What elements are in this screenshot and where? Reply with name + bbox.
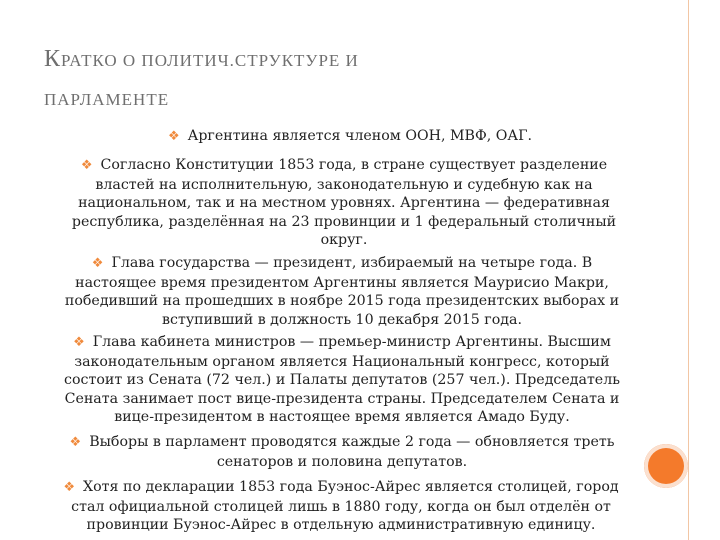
bullet-3 <box>62 254 622 329</box>
title-line1: РАТКО О ПОЛИТИЧ.СТРУКТУРЕ И <box>61 51 359 70</box>
bullet-5 <box>62 433 622 471</box>
bullet-3-text: Глава государства — президент, избираемый на четыре года. В настоящее время президентом Аргентины является Маурисио Макри, победивший на прошедших в ноябре 2015 года президентских выборах и вступивший в должность 10 декабря 2015 года. <box>64 255 620 328</box>
diamond-bullet-icon: ❖ <box>80 158 93 173</box>
bullet-1 <box>130 127 570 147</box>
bullet-2-text: Согласно Конституции 1853 года, в стране существует разделение властей на исполнительную, законодательную и судебную как на национальном, так и на местном уровнях. Аргентина — федеративная республика, разделённая на 23 провинции и 1 федеральный столичный округ. <box>71 157 617 249</box>
bullet-4-text: Глава кабинета министров — премьер-министр Аргентины. Высшим законодательным органом является Национальный конгресс, который состоит из Сената (72 чел.) и Палаты депутатов (257 чел.). Председатель Сената занимает пост вице-президента страны. Председателем Сената и вице-президентом в настоящее время является Амадо Буду. <box>64 334 620 426</box>
bullet-6-text: Хотя по декларации 1853 года Буэнос-Айрес является столицей, город стал официальной столицей лишь в 1880 году, когда он был отделён от провинции Буэнос-Айрес в отдельную административную единицу. <box>71 479 619 534</box>
diamond-bullet-icon: ❖ <box>63 480 76 495</box>
title-line2: ПАРЛАМЕНТЕ <box>44 90 170 109</box>
slide-title <box>44 40 644 120</box>
diamond-bullet-icon: ❖ <box>91 256 104 271</box>
bullet-4 <box>62 333 622 427</box>
bullet-2 <box>64 156 624 250</box>
diamond-bullet-icon: ❖ <box>73 335 85 350</box>
bullet-1-text: Аргентина является членом ООН, МВФ, ОАГ. <box>187 128 533 144</box>
diamond-bullet-icon: ❖ <box>167 129 180 144</box>
bullet-5-text: Выборы в парламент проводятся каждые 2 года — обновляется треть сенаторов и половина депутатов. <box>89 434 615 470</box>
diamond-bullet-icon: ❖ <box>69 435 82 450</box>
slide-border-line <box>688 0 689 540</box>
bullet-6 <box>60 478 622 535</box>
title-initial: К <box>44 46 62 72</box>
orange-circle-icon <box>644 444 688 488</box>
